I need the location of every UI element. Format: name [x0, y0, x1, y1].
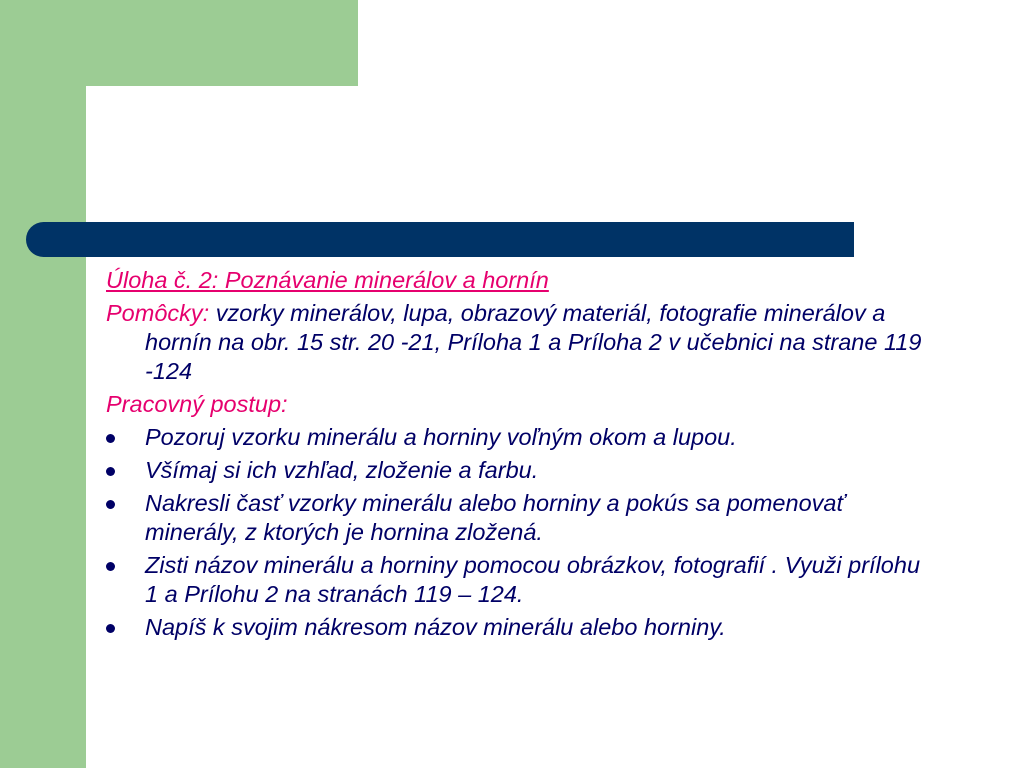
tools-label: Pomôcky:	[106, 300, 210, 326]
task-heading	[106, 266, 936, 295]
title-bar	[26, 222, 854, 257]
list-item	[106, 489, 936, 547]
procedure-heading	[106, 390, 936, 419]
bullet-icon	[106, 467, 115, 476]
list-item	[106, 423, 936, 452]
bullet-icon	[106, 434, 115, 443]
step-text: Napíš k svojim nákresom názov minerálu alebo horniny.	[145, 614, 726, 640]
tools-paragraph	[106, 299, 936, 386]
tools-text: vzorky minerálov, lupa, obrazový materiál, fotografie minerálov a hornín na obr. 15 str. 20 -21, Príloha 1 a Príloha 2 v učebnici na strane 119 -124	[145, 300, 922, 384]
list-item	[106, 551, 936, 609]
bullet-icon	[106, 624, 115, 633]
list-item	[106, 456, 936, 485]
step-text: Nakresli časť vzorky minerálu alebo horniny a pokús sa pomenovať minerály, z ktorých je hornina zložená.	[145, 490, 845, 545]
task-heading-text: Úloha č. 2: Poznávanie minerálov a hornín	[106, 267, 549, 293]
list-item	[106, 613, 936, 642]
bullet-icon	[106, 562, 115, 571]
left-green-band	[0, 0, 86, 768]
step-text: Zisti názov minerálu a horniny pomocou obrázkov, fotografií . Využi prílohu 1 a Prílohu 2 na stranách 119 – 124.	[145, 552, 921, 607]
top-green-band	[0, 0, 358, 86]
bullet-icon	[106, 500, 115, 509]
procedure-label: Pracovný postup:	[106, 391, 288, 417]
step-text: Všímaj si ich vzhľad, zloženie a farbu.	[145, 457, 539, 483]
slide-content	[106, 266, 936, 646]
step-text: Pozoruj vzorku minerálu a horniny voľným okom a lupou.	[145, 424, 737, 450]
